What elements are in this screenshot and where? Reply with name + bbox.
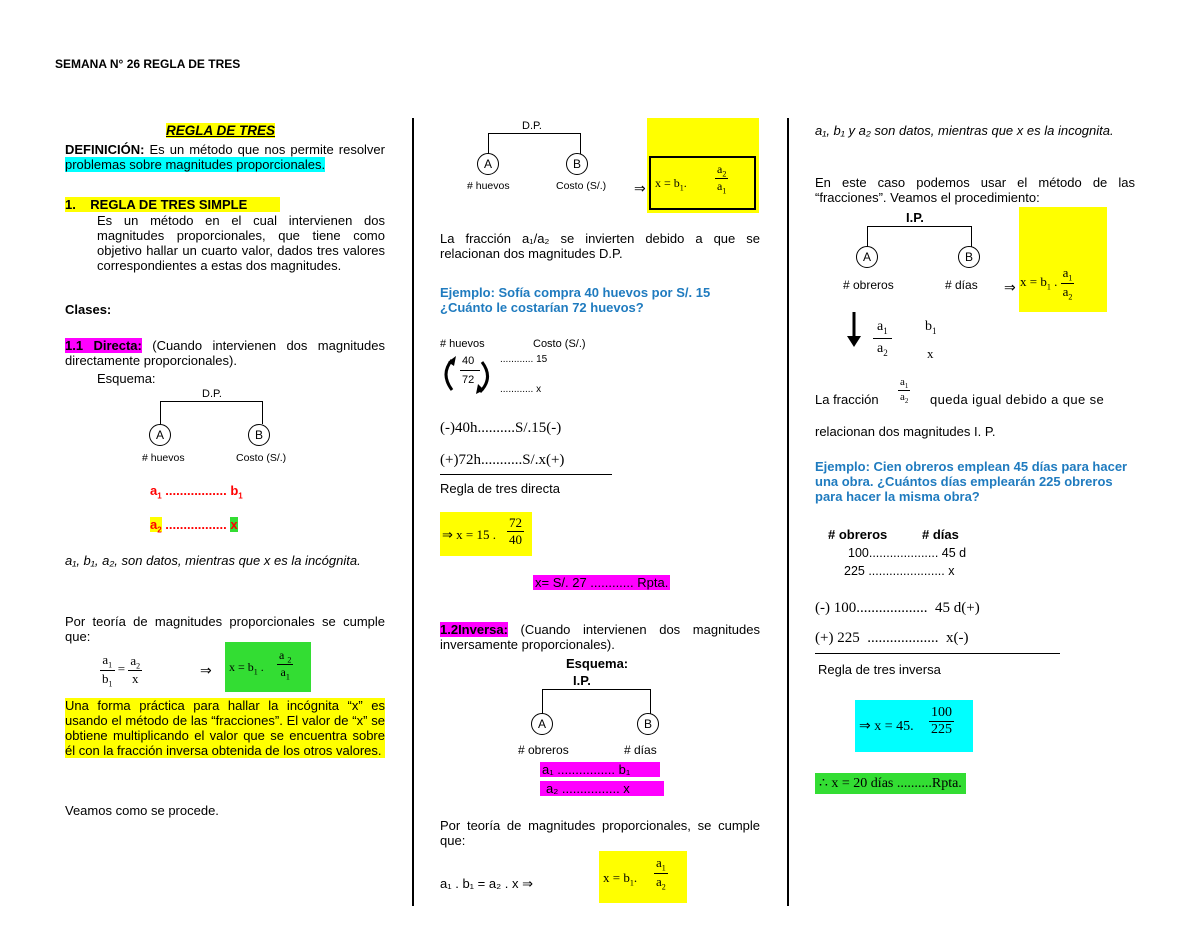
row-a2-x: $a_2$ ................. x <box>150 517 238 535</box>
diagram-top-label: I.P. <box>906 210 924 225</box>
fraccion-pre: La fracción <box>815 392 879 407</box>
result-box-cyan: ⇒ x = 45. $\frac{100}{225}$ <box>855 700 973 752</box>
equation-line-2: (+)72h...........S/.x(+) <box>440 452 565 468</box>
ej-row-1: ............ 15 <box>500 354 548 365</box>
diagram-top-label: I.P. <box>573 673 591 688</box>
esquema-label: Esquema: <box>566 656 629 671</box>
row-a1-b1: a₁ ................ b₁ <box>540 762 660 777</box>
practica-text: Una forma práctica para hallar la incógnita “x” es usando el método de las “fracciones”. El valor de “x” se obtiene multiplicando el valor que se encuentra sobre él con la fracción inversa obtenida de los otros valores. <box>65 698 385 758</box>
regla-directa-label: Regla de tres directa <box>440 481 560 496</box>
row-100: 100.................... 45 d <box>848 546 967 560</box>
implies-arrow: ⇒ <box>1004 279 1016 295</box>
header-dias: # días <box>922 527 959 542</box>
veamos-text: Veamos como se procede. <box>65 803 219 818</box>
node-b-label: # días <box>945 278 978 292</box>
node-b: B <box>958 246 980 268</box>
cross-arrows-icon <box>438 350 498 396</box>
node-b-label: Costo (S/.) <box>236 452 287 464</box>
node-a: A <box>149 424 171 446</box>
node-b: B <box>637 713 659 735</box>
sec1-heading: 1. REGLA DE TRES SIMPLE <box>65 197 280 212</box>
regla-inversa-label: Regla de tres inversa <box>818 662 941 677</box>
equation-line-1: (-) 100................... 45 d(+) <box>815 600 980 616</box>
arrow-down-icon <box>846 312 862 348</box>
diagram-connector <box>160 401 263 424</box>
datos-text: a₁, b₁ y a₂ son datos, mientras que x es la incognita. <box>815 123 1114 138</box>
column-divider <box>412 118 414 906</box>
node-a: A <box>531 713 553 735</box>
page-title: SEMANA N° 26 REGLA DE TRES <box>55 57 241 71</box>
equation-line-2: (+) 225 ................... x(-) <box>815 630 969 646</box>
diagram-top-label: D.P. <box>522 120 542 132</box>
node-b: B <box>566 153 588 175</box>
ej-val-40: 40 <box>462 355 475 367</box>
row-a2-x: a₂ ................ x <box>540 781 664 796</box>
header-obreros: # obreros <box>828 527 888 542</box>
node-b-label: Costo (S/.) <box>556 180 607 192</box>
divider <box>815 653 1060 654</box>
teoria-text: Por teoría de magnitudes proporcionales se cumple que: <box>65 614 385 644</box>
ejemplo-2: Ejemplo: Cien obreros emplean 45 días para hacer una obra. ¿Cuántos días emplearán 225 obreros para hacer la misma obra? <box>815 459 1128 504</box>
diagram-top-label: D.P. <box>202 388 222 400</box>
implies-arrow: ⇒ <box>634 180 646 196</box>
formula-box-yellow: $x = b_1$. $\frac{a_1}{a_2}$ <box>599 851 687 903</box>
section-title: REGLA DE TRES <box>166 123 276 138</box>
rpta-2: ∴ x = 20 días ..........Rpta. <box>815 773 966 794</box>
directa-paragraph: 1.1 Directa: (Cuando intervienen dos magnitudes directamente proporcionales). <box>65 338 385 368</box>
row-a1-b1: $a_1$ ................. $b_1$ <box>150 483 243 501</box>
b1-label: $b_1$ <box>925 319 937 336</box>
node-a-label: # huevos <box>142 452 185 464</box>
result-box: ⇒ x = 15 . $\frac{72}{40}$ <box>440 512 532 556</box>
ej-col-huevos: # huevos <box>440 338 485 350</box>
definition: DEFINICIÓN: Es un método que nos permite resolver problemas sobre magnitudes proporcionales. <box>65 142 385 172</box>
x-label: x <box>927 346 934 361</box>
sec1-body: Es un método en el cual intervienen dos magnitudes proporcionales, que tiene como objetivo hallar un cuarto valor, dados tres valores correspondientes a estas dos magnitudes. <box>97 213 385 273</box>
clases-label: Clases: <box>65 302 112 317</box>
formula-ip: $x = b_1$ . $\frac{a_1}{a_2}$ <box>1020 265 1073 302</box>
ejemplo-1: Ejemplo: Sofía compra 40 huevos por S/. 15 ¿Cuánto le costarían 72 huevos? <box>440 285 711 315</box>
teoria-text: Por teoría de magnitudes proporcionales, se cumple que: <box>440 818 760 848</box>
inversa-paragraph: 1.2Inversa: (Cuando intervienen dos magnitudes inversamente proporcionales). <box>440 622 760 652</box>
datos-text: a₁, b₁, a₂, son datos, mientras que x es la incógnita. <box>65 553 361 568</box>
node-a: A <box>477 153 499 175</box>
definition-label: DEFINICIÓN: <box>65 142 145 157</box>
formula-box-green: $x = b_1$ . $\frac{a _2}{a_1}$ <box>225 642 311 692</box>
formula-box: $x = b_1$. $\frac{a_2}{a_1}$ <box>649 156 756 210</box>
formula-proportion: $\frac{a_1}{b_1}$ = $\frac{a_2}{x}$ <box>102 652 141 689</box>
equation-line-1: (-)40h..........S/.15(-) <box>440 420 562 436</box>
ej-val-72: 72 <box>462 374 475 386</box>
diagram-connector <box>867 226 972 247</box>
ej-col-costo: Costo (S/.) <box>533 338 586 350</box>
fraction-inline: $\frac{a_1}{a_2}$ <box>900 376 909 406</box>
column-divider <box>787 118 789 906</box>
caso-text: En este caso podemos usar el método de las “fracciones”. Veamos el procedimiento: <box>815 175 1135 205</box>
node-a: A <box>856 246 878 268</box>
fraccion-post: queda igual debido a que se <box>930 392 1105 407</box>
fraccion-text: La fracción a₁/a₂ se invierten debido a que se relacionan dos magnitudes D.P. <box>440 231 760 261</box>
diagram-connector <box>542 689 651 714</box>
diagram-connector <box>488 133 581 154</box>
divider <box>440 474 612 475</box>
node-a-label: # huevos <box>467 180 510 192</box>
esquema-label: Esquema: <box>97 371 156 386</box>
node-b: B <box>248 424 270 446</box>
ej-row-2: ............ x <box>500 384 542 395</box>
fraction-a1-a2: $a_1$ $a_2$ <box>873 319 892 360</box>
row-225: 225 ...................... x <box>844 564 955 578</box>
equation-inverse: a₁ . b₁ = a₂ . x ⇒ <box>440 876 533 891</box>
implies-arrow: ⇒ <box>200 662 212 678</box>
rpta-1: x= S/. 27 ............ Rpta. <box>535 575 669 590</box>
relacionan-text: relacionan dos magnitudes I. P. <box>815 424 996 439</box>
node-a-label: # obreros <box>518 743 569 757</box>
node-b-label: # días <box>624 743 657 757</box>
node-a-label: # obreros <box>843 278 894 292</box>
